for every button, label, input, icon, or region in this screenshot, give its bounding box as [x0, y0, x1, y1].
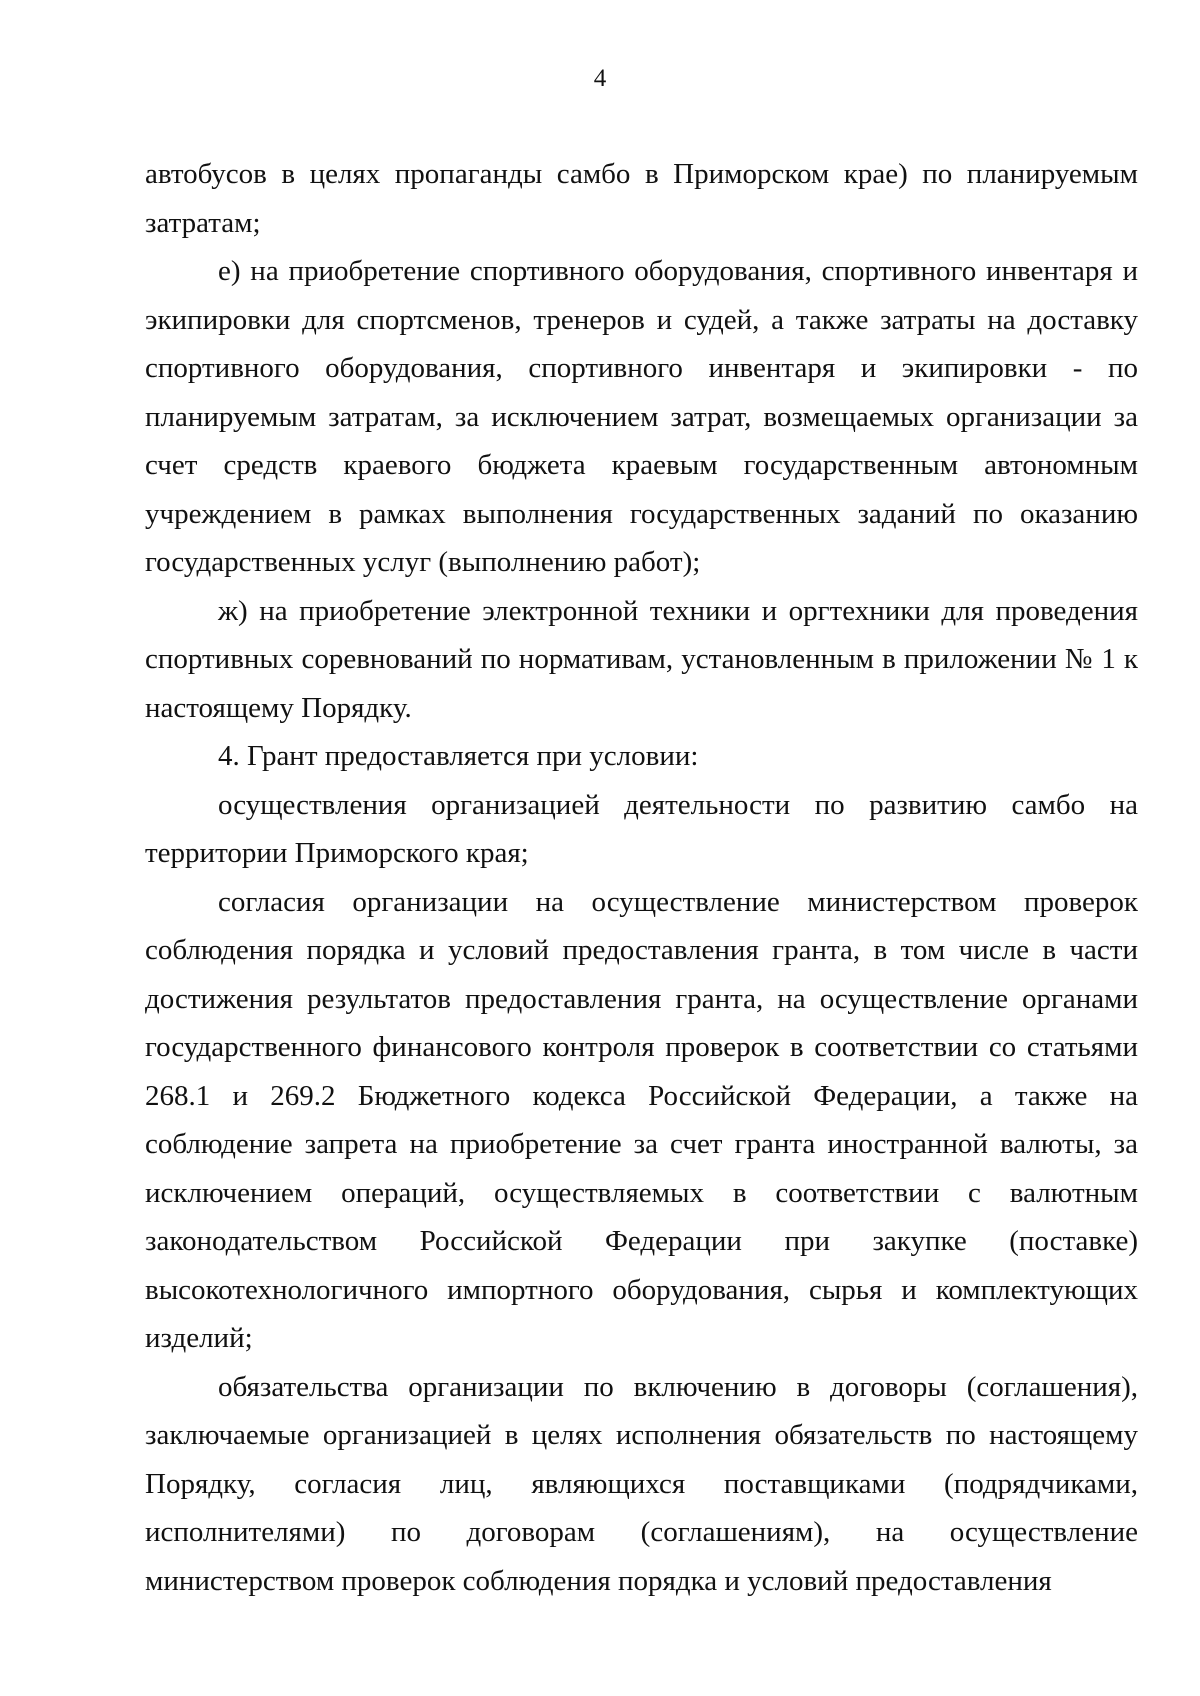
paragraph-3: ж) на приобретение электронной техники и оргтехники для проведения спортивных соревнований по нормативам, установленным в приложении № 1 к настоящему Порядку.: [145, 594, 1138, 724]
paragraph-6: согласия организации на осуществление министерством проверок соблюдения порядка и условий предоставления гранта, в том числе в части достижения результатов предоставления гранта, на осуществление органами государственного финансового контроля проверок в соответствии со статьями 268.1 и 269.2 Бюджетного кодекса Российской Федерации, а также на соблюдение запрета на приобретение за счет гранта иностранной валюты, за исключением операций, осуществляемых в соответствии с валютным законодательством Российской Федерации при закупке (поставке) высокотехнологичного импортного оборудования, сырья и комплектующих изделий;: [145, 885, 1138, 1354]
paragraph-4: 4. Грант предоставляется при условии:: [218, 740, 699, 772]
paragraph-1: автобусов в целях пропаганды самбо в Приморском крае) по планируемым затратам;: [145, 158, 1138, 239]
paragraph-7: обязательства организации по включению в договоры (соглашения), заключаемые организацией в целях исполнения обязательств по настоящему Порядку, согласия лиц, являющихся поставщиками (подрядчиками, исполнителями) по договорам (соглашениям), на осуществление министерством проверок соблюдения порядка и условий предоставления: [145, 1370, 1138, 1597]
page-number: 4: [593, 65, 607, 92]
paragraph-5: осуществления организацией деятельности по развитию самбо на территории Приморского края;: [145, 788, 1138, 869]
paragraph-2: е) на приобретение спортивного оборудования, спортивного инвентаря и экипировки для спортсменов, тренеров и судей, а также затраты на доставку спортивного оборудования, спортивного инвентаря и экипировки - по планируемым затратам, за исключением затрат, возмещаемых организации за счет средств краевого бюджета краевым государственным автономным учреждением в рамках выполнения государственных заданий по оказанию государственных услуг (выполнению работ);: [145, 255, 1138, 578]
document-body: [145, 150, 1138, 1605]
